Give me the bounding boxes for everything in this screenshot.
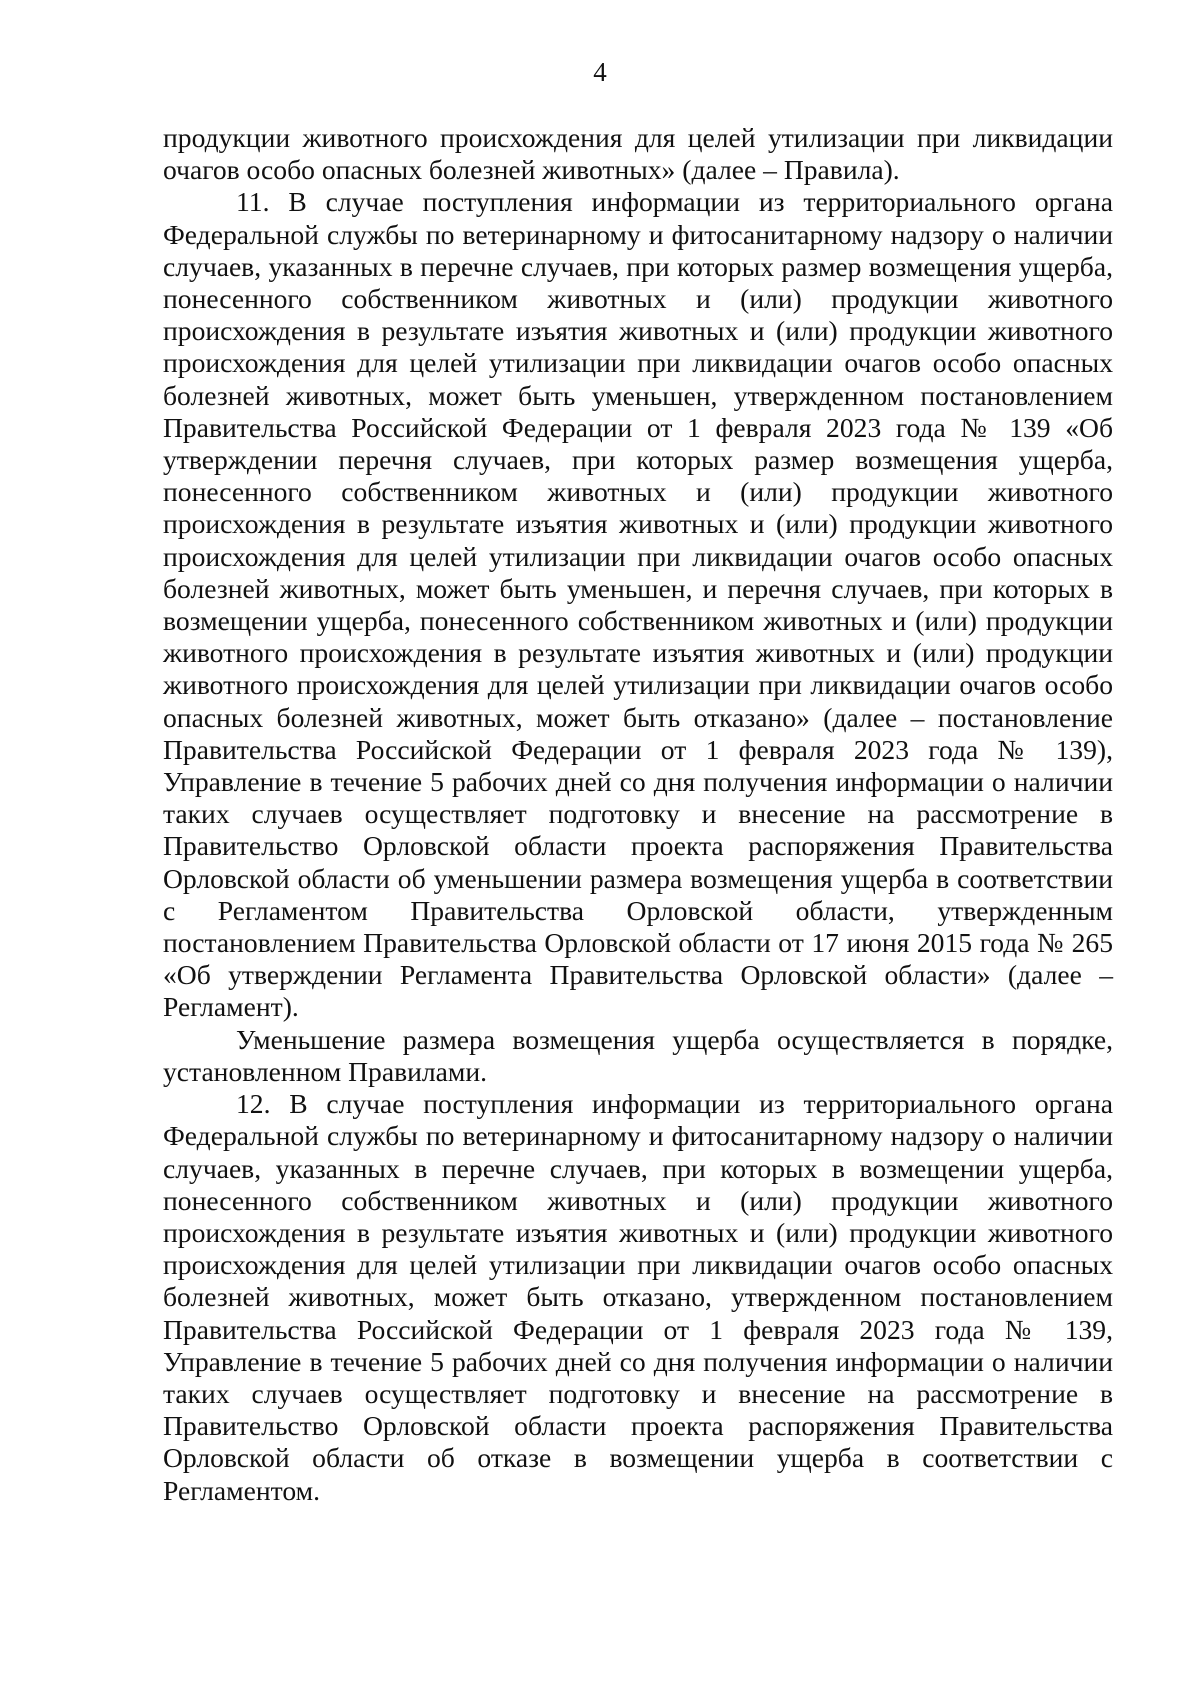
paragraph-reduction-procedure: Уменьшение размера возмещения ущерба осуществляется в порядке, установленном Правилами. (163, 1023, 1113, 1087)
document-body (163, 122, 1113, 1507)
page-number: 4 (593, 57, 607, 87)
paragraph-item-12: 12. В случае поступления информации из территориального органа Федеральной службы по ветеринарному и фитосанитарному надзору о наличии случаев, указанных в перечне случаев, при которых в возмещении ущерба, понесенного собственником животных и (или) продукции животного происхождения в результате изъятия животных и (или) продукции животного происхождения для целей утилизации при ликвидации очагов особо опасных болезней животных, может быть отказано, утвержденном постановлением Правительства Российской Федерации от 1 февраля 2023 года № 139, Управление в течение 5 рабочих дней со дня получения информации о наличии таких случаев осуществляет подготовку и внесение на рассмотрение в Правительство Орловской области проекта распоряжения Правительства Орловской области об отказе в возмещении ущерба в соответствии с Регламентом. (163, 1088, 1113, 1506)
paragraph-continuation: продукции животного происхождения для целей утилизации при ликвидации очагов особо опасных болезней животных» (далее – Правила). (163, 122, 1113, 186)
paragraph-item-11: 11. В случае поступления информации из территориального органа Федеральной службы по ветеринарному и фитосанитарному надзору о наличии случаев, указанных в перечне случаев, при которых размер возмещения ущерба, понесенного собственником животных и (или) продукции животного происхождения в результате изъятия животных и (или) продукции животного происхождения для целей утилизации при ликвидации очагов особо опасных болезней животных, может быть уменьшен, утвержденном постановлением Правительства Российской Федерации от 1 февраля 2023 года № 139 «Об утверждении перечня случаев, при которых размер возмещения ущерба, понесенного собственником животных и (или) продукции животного происхождения в результате изъятия животных и (или) продукции животного происхождения для целей утилизации при ликвидации очагов особо опасных болезней животных, может быть уменьшен, и перечня случаев, при которых в возмещении ущерба, понесенного собственником животных и (или) продукции животного происхождения в результате изъятия животных и (или) продукции животного происхождения для целей утилизации при ликвидации очагов особо опасных болезней животных, может быть отказано» (далее – постановление Правительства Российской Федерации от 1 февраля 2023 года № 139), Управление в течение 5 рабочих дней со дня получения информации о наличии таких случаев осуществляет подготовку и внесение на рассмотрение в Правительство Орловской области проекта распоряжения Правительства Орловской области об уменьшении размера возмещения ущерба в соответствии с Регламентом Правительства Орловской области, утвержденным постановлением Правительства Орловской области от 17 июня 2015 года № 265 «Об утверждении Регламента Правительства Орловской области» (далее – Регламент). (163, 186, 1113, 1023)
